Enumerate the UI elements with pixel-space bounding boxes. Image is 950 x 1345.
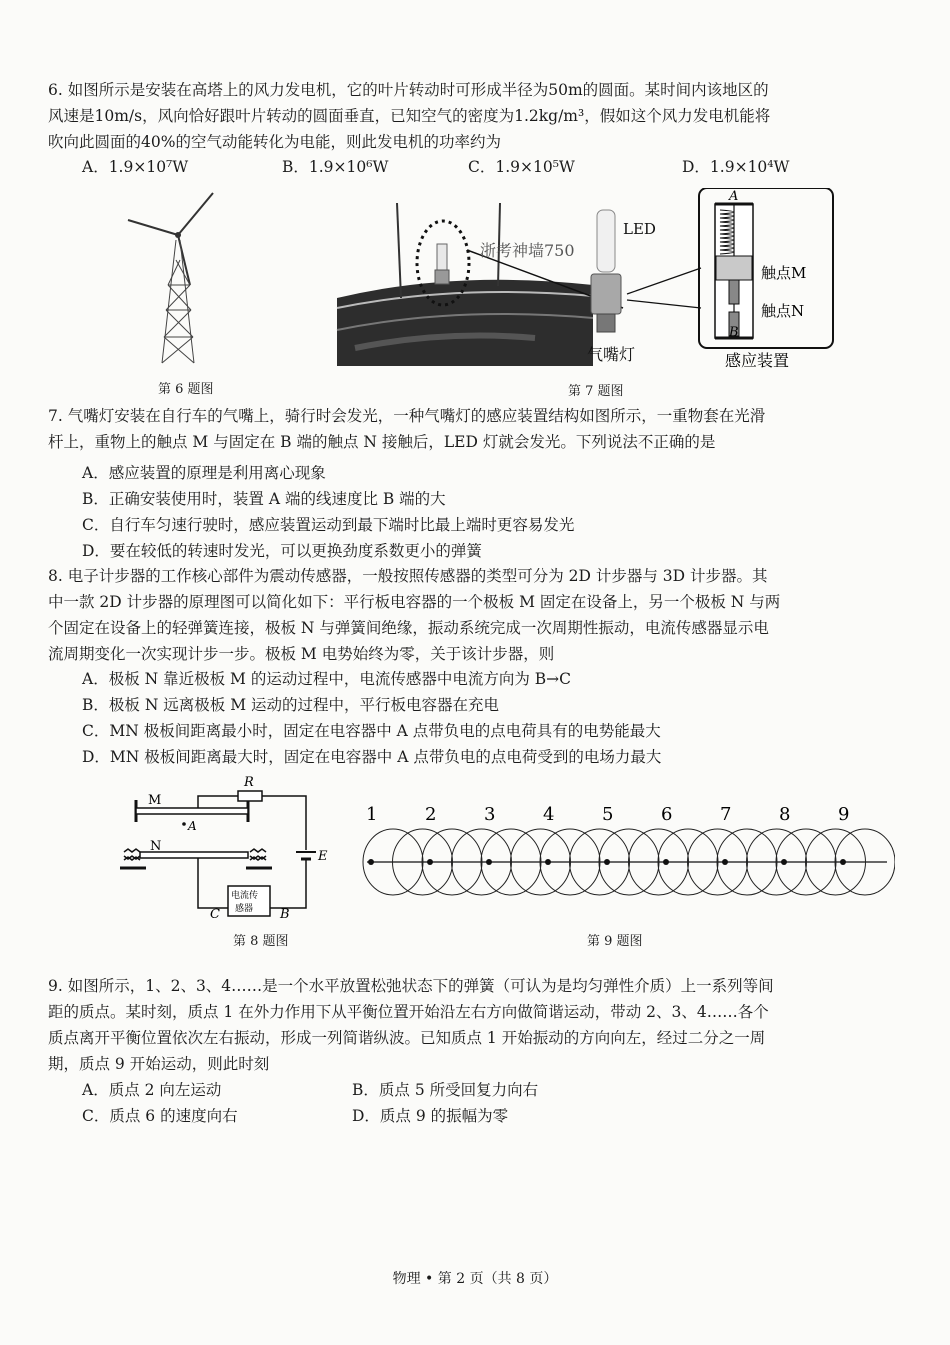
- q7-option-c[interactable]: C．自行车匀速行驶时，感应装置运动到最下端时比最上端时更容易发光: [82, 516, 575, 534]
- label-a: A: [188, 819, 197, 833]
- mass-point: [486, 859, 492, 865]
- point-label: 7: [720, 804, 732, 825]
- mini-valve-light: [437, 244, 447, 270]
- point-label: 2: [425, 804, 437, 825]
- q9-option-d[interactable]: D．质点 9 的振幅为零: [352, 1107, 509, 1125]
- figure-8-caption: 第 8 题图: [233, 934, 289, 949]
- q8-line-3: 个固定在设备上的轻弹簧连接，极板 N 与弹簧间绝缘，振动系统完成一次周期性振动，电流传感器显示电: [48, 619, 769, 637]
- q6-option-a[interactable]: A．1.9×10⁷W: [82, 158, 189, 176]
- label-m: M: [148, 793, 162, 808]
- q9-line-1: 9. 如图所示，1、2、3、4……是一个水平放置松弛状态下的弹簧（可认为是均匀弹性介质）上一系列等间: [48, 977, 774, 995]
- mini-valve-cap: [435, 270, 449, 284]
- lattice-tower: [162, 240, 194, 363]
- page-footer: 物理 • 第 2 页（共 8 页）: [392, 1271, 558, 1287]
- valve-light-figure: [335, 188, 845, 378]
- q9-line-3: 质点离开平衡位置依次左右振动，形成一列简谐纵波。已知质点 1 开始振动的方向向左，经过二分之一周: [48, 1029, 766, 1047]
- figure-7-caption: 第 7 题图: [568, 384, 624, 399]
- q8-line-4: 流周期变化一次实现计步一步。极板 M 电势始终为零，关于该计步器，则: [48, 645, 555, 663]
- q9-option-a[interactable]: A．质点 2 向左运动: [82, 1081, 222, 1099]
- point-label: 6: [661, 804, 673, 825]
- watermark: 浙考神墙750: [480, 241, 575, 260]
- mass-point: [545, 859, 551, 865]
- left-spring: [124, 849, 140, 860]
- led-label: LED: [623, 220, 656, 238]
- q7-option-b[interactable]: B．正确安装使用时，装置 A 端的线速度比 B 端的大: [82, 490, 446, 508]
- q7-line-2: 杆上，重物上的触点 M 与固定在 B 端的触点 N 接触后，LED 灯就会发光。下列说法不正确的是: [48, 433, 716, 451]
- q6-option-d[interactable]: D．1.9×10⁴W: [682, 158, 790, 176]
- q8-line-2: 中一款 2D 计步器的原理图可以简化如下：平行板电容器的一个极板 M 固定在设备上，另一个极板 N 与两: [48, 593, 781, 611]
- point-label: 5: [602, 804, 614, 825]
- wind-turbine-figure: [110, 185, 250, 370]
- q7-line-1: 7. 气嘴灯安装在自行车的气嘴上，骑行时会发光，一种气嘴灯的感应装置结构如图所示，一重物套在光滑: [48, 407, 766, 425]
- mass-point: [427, 859, 433, 865]
- q8-option-c[interactable]: C．MN 极板间距离最小时，固定在电容器中 A 点带负电的点电荷具有的电势能最大: [82, 722, 661, 740]
- q8-line-1: 8. 电子计步器的工作核心部件为震动传感器，一般按照传感器的类型可分为 2D 计步器与 3D 计步器。其: [48, 567, 768, 585]
- point-label: 8: [779, 804, 791, 825]
- mass-point: [663, 859, 669, 865]
- callout-line-top: [627, 268, 701, 294]
- contact-m-label: 触点M: [761, 264, 807, 282]
- turbine-blade: [178, 193, 213, 235]
- resistor: [238, 791, 262, 801]
- label-c: C: [210, 907, 220, 922]
- q7-option-d[interactable]: D．要在较低的转速时发光，可以更换劲度系数更小的弹簧: [82, 542, 482, 560]
- label-n: N: [150, 839, 162, 854]
- q6-line-3: 吹向此圆面的40%的空气动能转化为电能，则此发电机的功率约为: [48, 133, 501, 151]
- q6-option-b[interactable]: B．1.9×10⁶W: [282, 158, 389, 176]
- point-a-dot: [182, 822, 186, 826]
- capacitor-circuit-figure: [110, 772, 340, 922]
- turbine-blade: [128, 220, 178, 235]
- weight-block: [716, 256, 752, 280]
- wire: [262, 796, 306, 850]
- label-a: A: [729, 189, 739, 204]
- figure-9-caption: 第 9 题图: [587, 934, 643, 949]
- mass-point: [840, 859, 846, 865]
- q9-line-4: 期，质点 9 开始运动，则此时刻: [48, 1055, 270, 1073]
- q8-option-a[interactable]: A．极板 N 靠近极板 M 的运动过程中，电流传感器中电流方向为 B→C: [82, 670, 572, 688]
- q7-option-a[interactable]: A．感应装置的原理是利用离心现象: [82, 464, 326, 482]
- mass-point: [781, 859, 787, 865]
- q6-line-1: 6. 如图所示是安装在高塔上的风力发电机，它的叶片转动时可形成半径为50m的圆面。某时间内该地区的: [48, 81, 769, 99]
- point-label: 1: [366, 804, 378, 825]
- spring-points-figure: [355, 796, 895, 901]
- label-r: R: [244, 775, 254, 790]
- q9-option-b[interactable]: B．质点 5 所受回复力向右: [352, 1081, 539, 1099]
- q6-option-c[interactable]: C．1.9×10⁵W: [468, 158, 575, 176]
- sensor-device-label: 感应装置: [725, 351, 790, 370]
- label-b: B: [729, 325, 739, 340]
- point-label: 3: [484, 804, 496, 825]
- wire: [270, 860, 306, 908]
- label-b: B: [280, 907, 290, 922]
- valve-light: [591, 210, 621, 332]
- mass-point: [604, 859, 610, 865]
- sensor-label-2: 感器: [235, 904, 254, 914]
- callout-line-bottom: [627, 300, 701, 308]
- label-e: E: [318, 849, 328, 864]
- point-label: 9: [838, 804, 850, 825]
- plate-m: [136, 808, 248, 814]
- q9-option-c[interactable]: C．质点 6 的速度向右: [82, 1107, 238, 1125]
- valve-light-label: 气嘴灯: [587, 345, 636, 364]
- sensor-device: [715, 204, 753, 338]
- right-spring: [250, 849, 266, 860]
- mass-point: [368, 859, 374, 865]
- turbine-hub: [175, 232, 181, 238]
- mass-point: [722, 859, 728, 865]
- q6-line-2: 风速是10m/s，风向恰好跟叶片转动的圆面垂直，已知空气的密度为1.2kg/m³，假如这个风力发电机能将: [48, 107, 771, 125]
- q9-line-2: 距的质点。某时刻，质点 1 在外力作用下从平衡位置开始沿左右方向做简谐运动，带动 2、3、4……各个: [48, 1003, 769, 1021]
- q8-option-b[interactable]: B．极板 N 远离极板 M 运动的过程中，平行板电容器在充电: [82, 696, 500, 714]
- point-label: 4: [543, 804, 555, 825]
- wire: [198, 796, 238, 808]
- sensor-label-1: 电流传: [231, 891, 259, 901]
- contact-m: [729, 280, 739, 304]
- q8-option-d[interactable]: D．MN 极板间距离最大时，固定在电容器中 A 点带负电的点电荷受到的电场力最大: [82, 748, 662, 766]
- figure-6-caption: 第 6 题图: [158, 382, 214, 397]
- contact-n-label: 触点N: [761, 302, 805, 320]
- wire: [198, 858, 228, 908]
